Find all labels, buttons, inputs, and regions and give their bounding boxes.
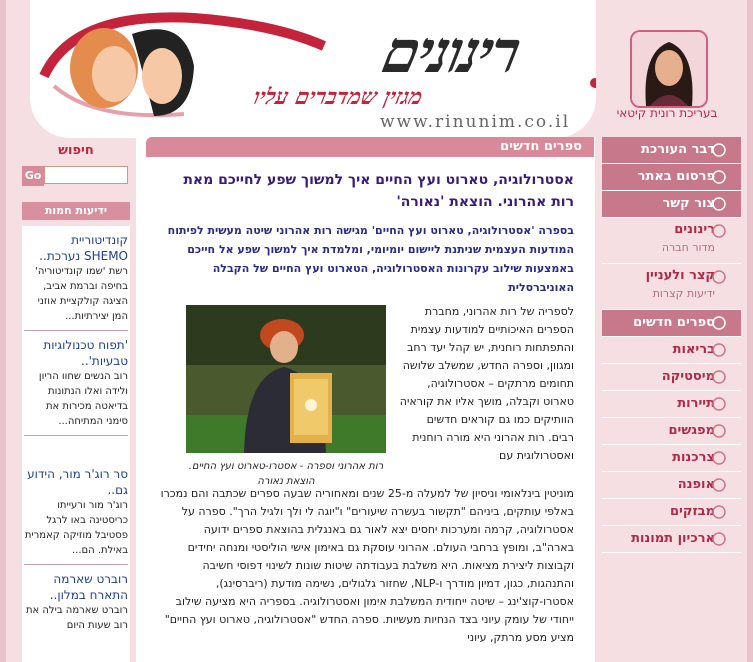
search-go-button[interactable]: Go bbox=[22, 166, 44, 186]
nav-bullet-icon bbox=[710, 422, 728, 440]
author-with-book-photo bbox=[186, 305, 386, 453]
news-item-text: רוב הנשים שחוו הריון ולידה ואלו הנתונות בדיאטה מכירות את סימני המתיחה... bbox=[38, 371, 128, 427]
main-content bbox=[136, 137, 595, 662]
nav-bullet-icon bbox=[710, 195, 728, 213]
nav-item-meetings[interactable]: מפגשים bbox=[602, 418, 741, 445]
nav-bullet-icon bbox=[710, 168, 728, 186]
site-url: www.rinunim.co.il bbox=[380, 112, 571, 132]
article-body-side: לספריה של רות אהרוני, מחברת הספרים האיכותיים למודעות עצמית והתפתחות רוחנית, יש קהל יעד רחב ומגוון, וספרה החדש, שמשלב שלושה תחומים מרתקים – אסטרולוגיה, טארוט וקבלה, מושך אליו את קוראיה הוותיקים כמו גם קוראים חדשים רבים. רות אהרוני היא מורה רוחנית ואסטרולוגית עם bbox=[399, 305, 574, 462]
news-item bbox=[24, 565, 128, 639]
news-item-text: רוג'ר מור ורעייתו כריסטינה באו לרגל פסטיבל מוזיקה קאמרית באילת. הם... bbox=[24, 500, 128, 556]
nav-item-health[interactable]: בריאות bbox=[602, 337, 741, 364]
news-item-title[interactable]: קונדיטוריית SHEMO נערכת.. bbox=[39, 233, 128, 263]
search-input[interactable] bbox=[44, 166, 128, 184]
hot-news-list bbox=[22, 226, 130, 662]
nav-bullet-icon bbox=[710, 449, 728, 467]
site-logo[interactable]: רינונים bbox=[376, 18, 525, 86]
article-title: אסטרולוגיה, טארוט ועץ החיים איך למשוך שפע לחייכם מאת רות אהרוני. הוצאת 'נאורה' bbox=[183, 172, 574, 210]
logo-dot bbox=[590, 78, 596, 88]
nav-item-tourism[interactable]: תיירות bbox=[602, 391, 741, 418]
nav-bullet-icon bbox=[710, 268, 728, 286]
news-item bbox=[24, 436, 128, 565]
news-item-text: רוברט שארמה בילה את רוב שעות היום bbox=[25, 605, 128, 631]
nav-item-contact[interactable]: צור קשר bbox=[602, 191, 741, 218]
nav-bullet-icon bbox=[710, 314, 728, 332]
nav-item-fashion[interactable]: אופנה bbox=[602, 472, 741, 499]
news-item-text: רשת 'שמו קונדיטוריה' בחיפה וברמת אביב, הציגה קולקציית אוזני המן יצירתיות... bbox=[35, 266, 128, 322]
left-column bbox=[22, 137, 130, 662]
nav-item-advertise[interactable]: פרסום באתר bbox=[602, 164, 741, 191]
photo-caption: רות אהרוני וספרה - אסטרו-טארוט ועץ החיים. הוצאת נאורה bbox=[188, 461, 384, 487]
nav-bullet-icon bbox=[710, 503, 728, 521]
nav-item-editor-note[interactable]: דבר העורכת bbox=[602, 137, 741, 164]
editor-caption: בעריכת רונית קיטאי bbox=[616, 106, 718, 120]
nav-bullet-icon bbox=[710, 141, 728, 159]
nav-bullet-icon bbox=[710, 476, 728, 494]
nav-item-short[interactable]: קצר ולעניין ידיעות קצרות bbox=[602, 264, 741, 310]
news-item-title[interactable]: 'תפוח טכנולוגיות טבעיות'.. bbox=[43, 338, 128, 368]
main-nav bbox=[602, 137, 741, 553]
search-row bbox=[22, 166, 130, 186]
news-item-title[interactable]: רוברט שארמה התארח במלון.. bbox=[49, 572, 128, 602]
section-title: ספרים חדשים bbox=[500, 139, 582, 154]
search-title: חיפוש bbox=[58, 143, 94, 158]
nav-item-mysticism[interactable]: מיסטיקה bbox=[602, 364, 741, 391]
site-tagline: מגזין שמדברים עליו bbox=[251, 84, 425, 110]
news-item-title[interactable]: סר רוג'ר מור, הידוע גם.. bbox=[27, 467, 128, 497]
editor-photo bbox=[630, 30, 708, 108]
nav-item-photo-archive[interactable]: ארכיון תמונות bbox=[602, 526, 741, 553]
news-item bbox=[24, 331, 128, 436]
nav-item-flashes[interactable]: מבזקים bbox=[602, 499, 741, 526]
nav-item-rinunim[interactable]: רינונים מדור חברה bbox=[602, 218, 741, 264]
nav-item-new-books[interactable]: ספרים חדשים bbox=[602, 310, 741, 337]
article-body: מוניטין בינלאומי וניסיון של למעלה מ-25 שנים ומאחוריה שבעה ספרים שכתבה והם נמכרו באלפי עותקים, ביניהם "תקשור בעשרה שיעורים" ו"יוגה לי ולך ולגיל הרך". ספרה על אסטרולוגיה, קרמה ומערכות יחסים יצא לאור גם באנגלית בהוצאת ספרים ידועה בארה"ב, ומופץ ברחבי העולם. אהרוני עוסקת גם באימון אישי הוליסטי ומנחה יחידים וקבוצות ליצירת מציאות. היא משלבת בעבודתה שיטות שונות לשינוי דפוסי חשיבה והתנהגות, כגון, דמיון מודרך ו-NLP, שחזור גלגולים, נשימה מודעת (ריברסינג), אסטרו-קוצ'ינג – שיטה ייחודית המשלבת אימון ואסטרולוגיה. בספריה היא מציעה שילוב ייחודי של עומק עיוני בצד הנחיות מעשיות. ספרה החדש "אסטרולוגיה, טארוט ועץ החיים" מציע מסע מרתק, עיוני bbox=[160, 487, 574, 644]
site-header bbox=[30, 0, 596, 138]
section-header bbox=[146, 137, 594, 157]
article-lead: בספרה 'אסטרולוגיה, טארוט ועץ החיים' מגישה רות אהרוני שיטה מעשית לפיתוח המודעות העצמית שניתנת ליישום יומיומי, ומלמדת איך למשוך שפע אל חייכם באמצעות שילוב עקרונות האסטרולוגיה, הטארוט ועץ החיים של הקבלה האוניברסלית bbox=[167, 224, 574, 294]
nav-bullet-icon bbox=[710, 530, 728, 548]
nav-bullet-icon bbox=[710, 341, 728, 359]
editor-portrait-icon bbox=[632, 32, 706, 106]
nav-bullet-icon bbox=[710, 368, 728, 386]
news-item bbox=[24, 226, 128, 331]
nav-bullet-icon bbox=[710, 395, 728, 413]
nav-bullet-icon bbox=[710, 222, 728, 240]
article-photo bbox=[186, 305, 386, 453]
nav-item-consumer[interactable]: צרכנות bbox=[602, 445, 741, 472]
hot-news-header: ידיעות חמות bbox=[22, 202, 130, 220]
